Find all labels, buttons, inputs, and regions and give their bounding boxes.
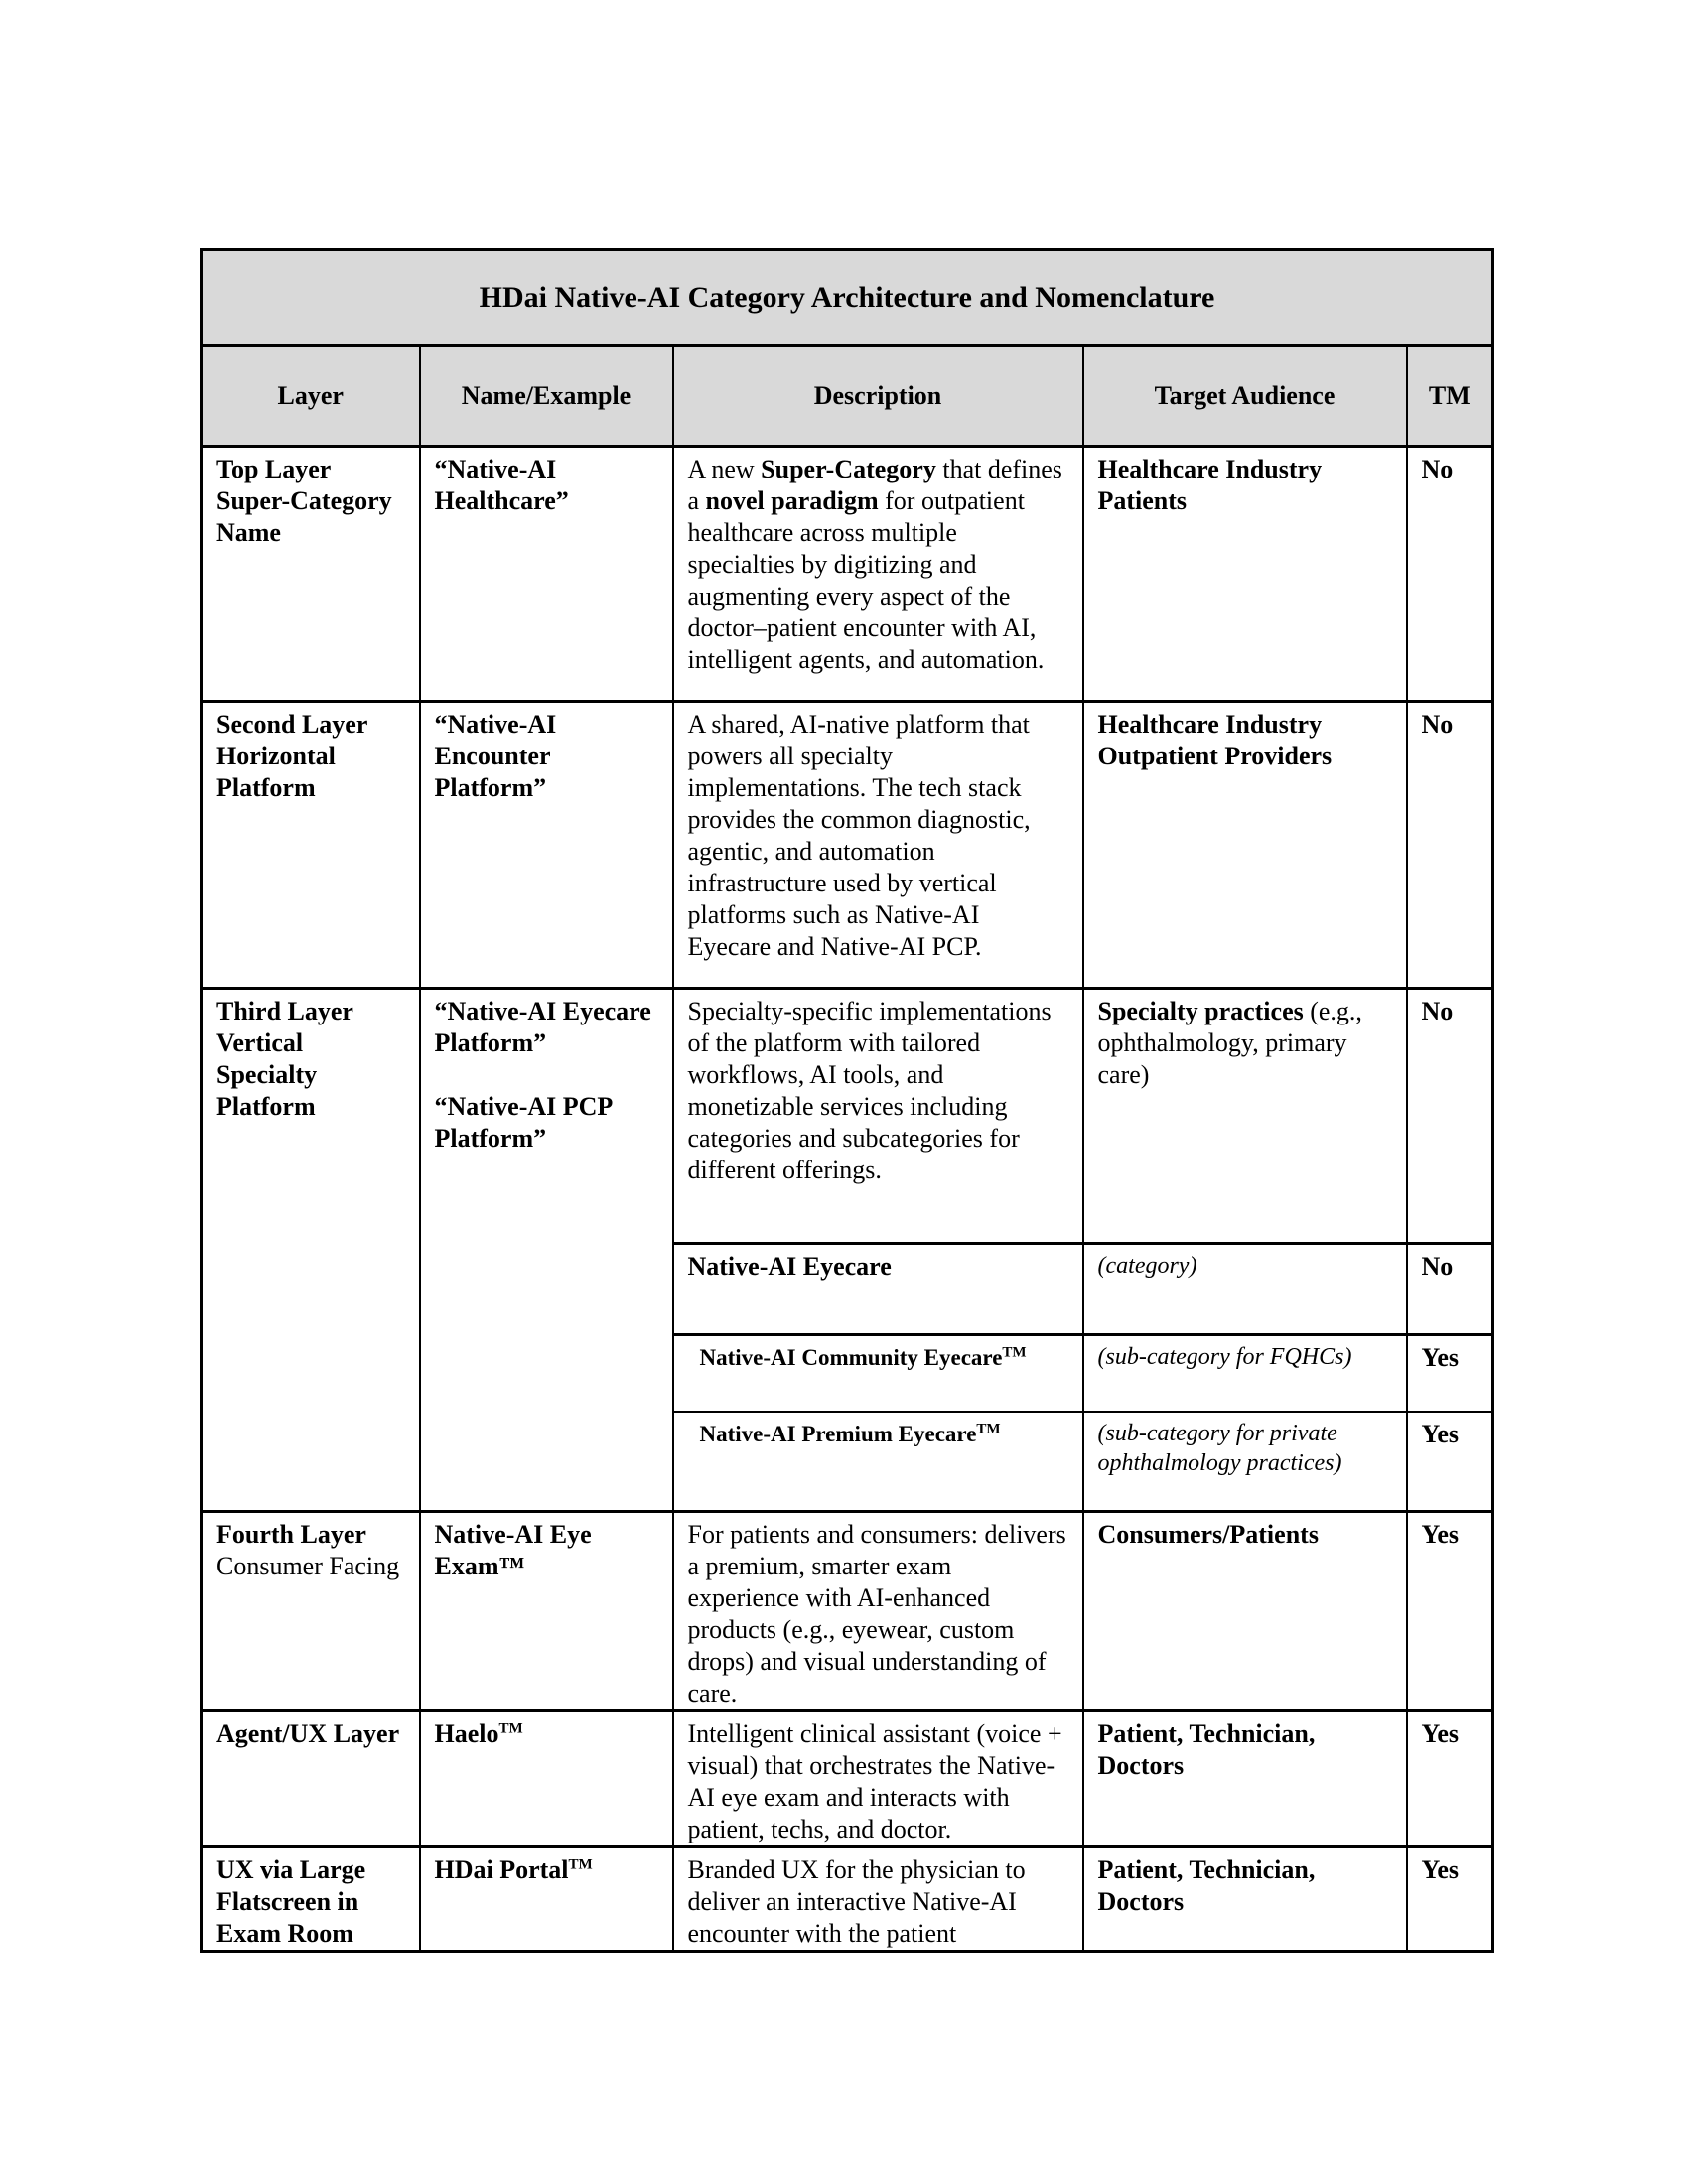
name-example: Haelo™ [434, 1719, 523, 1748]
tm-status: Yes [1421, 1855, 1460, 1884]
name-example: “Native-AI PCP Platform” [434, 1092, 612, 1153]
nomenclature-table [200, 248, 1494, 1953]
layer: Fourth Layer Consumer Facing [202, 1512, 420, 1711]
layer: Agent/UX Layer [216, 1719, 400, 1748]
layer: Second Layer Horizontal Platform [216, 710, 367, 802]
tm-status: No [1421, 455, 1454, 483]
table-title: HDai Native-AI Category Architecture and Nomenclature [202, 250, 1493, 346]
header-name-example: Name/Example [420, 346, 673, 447]
layer: Top Layer Super-Category Name [216, 455, 392, 547]
description: Specialty-specific implementations of the platform with tailored workflows, AI tools, and monetizable services including categories and subcategories for different offerings. [673, 989, 1083, 1244]
tm-status: Yes [1421, 1419, 1460, 1448]
name-example: Native-AI Eye Exam™ [434, 1520, 592, 1580]
table-row [202, 989, 1493, 1244]
target-audience: Consumers/Patients [1097, 1520, 1319, 1549]
description: A shared, AI-native platform that powers all specialty implementations. The tech stack provides the common diagnostic, agentic, and automation infrastructure used by vertical platforms such as Native-AI Eyecare and Native-AI PCP. [673, 702, 1083, 989]
layer: Third Layer Vertical Specialty Platform [216, 997, 353, 1121]
name-example: “Native-AI Healthcare” [434, 455, 569, 515]
tm-status: No [1421, 710, 1454, 739]
header-tm: TM [1407, 346, 1493, 447]
tm-status: No [1421, 1252, 1454, 1281]
header-layer: Layer [202, 346, 420, 447]
target-audience: (sub-category for private ophthalmology practices) [1083, 1412, 1407, 1512]
name-example: HDai Portal™ [434, 1855, 593, 1884]
tm-status: Yes [1421, 1520, 1460, 1549]
description: For patients and consumers: delivers a premium, smarter exam experience with AI-enhanced products (e.g., eyewear, custom drops) and visual understanding of care. [673, 1512, 1083, 1711]
tm-status: Yes [1421, 1343, 1460, 1372]
description: Branded UX for the physician to deliver an interactive Native-AI encounter with the patient [673, 1847, 1083, 1952]
header-target-audience: Target Audience [1083, 346, 1407, 447]
description: A new Super-Category that defines a novel paradigm for outpatient healthcare across multiple specialties by digitizing and augmenting every aspect of the doctor–patient encounter with AI, intelligent agents, and automation. [673, 447, 1083, 702]
subcategory-name: Native-AI Premium Eyecare™ [699, 1420, 1001, 1446]
description: Intelligent clinical assistant (voice + visual) that orchestrates the Native-AI eye exam and interacts with patient, techs, and doctor. [673, 1711, 1083, 1847]
target-audience: Specialty practices (e.g., ophthalmology, primary care) [1083, 989, 1407, 1244]
header-description: Description [673, 346, 1083, 447]
target-audience: Healthcare Industry Patients [1097, 455, 1323, 515]
target-audience: (sub-category for FQHCs) [1083, 1335, 1407, 1412]
category-name: Native-AI Eyecare [687, 1252, 892, 1281]
name-example: “Native-AI Encounter Platform” [434, 710, 557, 802]
name-example: “Native-AI Eyecare Platform” [434, 997, 651, 1057]
table-row [202, 1711, 1493, 1847]
table-row [202, 1512, 1493, 1711]
table-row [202, 702, 1493, 989]
target-audience: Patient, Technician, Doctors [1097, 1855, 1316, 1916]
table-row [202, 1847, 1493, 1952]
target-audience: (category) [1083, 1244, 1407, 1335]
tm-status: No [1421, 997, 1454, 1025]
target-audience: Healthcare Industry Outpatient Providers [1097, 710, 1333, 770]
layer: UX via Large Flatscreen in Exam Room [216, 1855, 366, 1948]
subcategory-name: Native-AI Community Eyecare™ [699, 1344, 1027, 1370]
table-row [202, 447, 1493, 702]
tm-status: Yes [1421, 1719, 1460, 1748]
target-audience: Patient, Technician, Doctors [1097, 1719, 1316, 1780]
